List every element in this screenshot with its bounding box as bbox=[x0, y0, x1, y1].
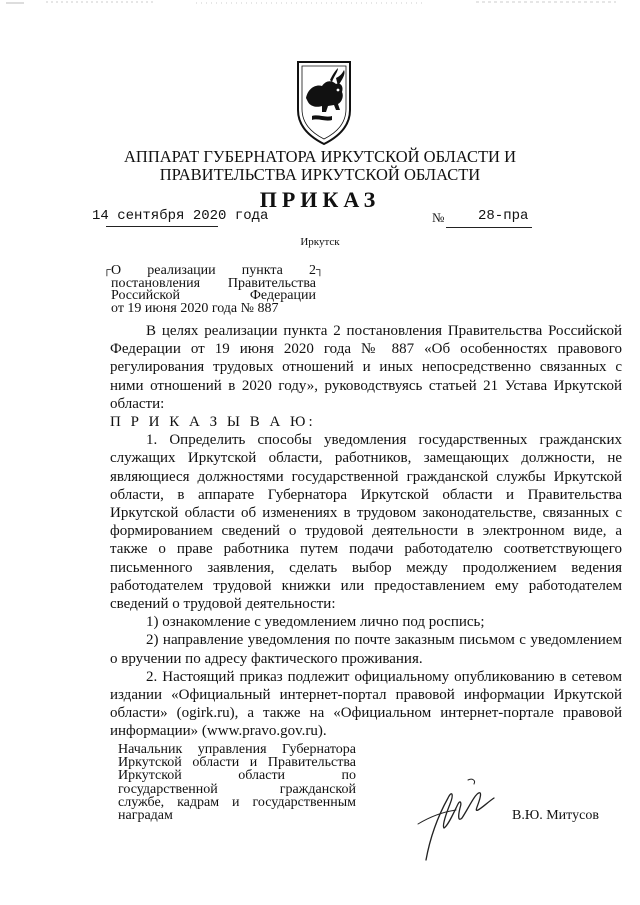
signer-position-line3: Иркутской области по bbox=[118, 768, 356, 784]
scan-top-marks bbox=[6, 0, 626, 8]
intro-paragraph: В целях реализации пункта 2 постановления Правительства Российской Федерации от 19 июня 2020 года № 887 «Об особенностях правового регулирования трудовых отношений и иных непосредственно связанных с ними отношений в 2020 году», руководствуясь статьей 21 Устава Иркутской области: bbox=[110, 323, 622, 412]
subject-left-bracket: ┌ bbox=[103, 264, 111, 276]
signer-position-line2: Иркутской области и Правительства bbox=[118, 755, 356, 771]
subject-line2: постановления Правительства bbox=[111, 275, 316, 291]
document-type-title: ПРИКАЗ bbox=[259, 187, 381, 212]
item-1-1-paragraph: 1) ознакомление с уведомлением лично под роспись; bbox=[146, 614, 485, 631]
signer-position bbox=[118, 743, 356, 822]
subject-right-bracket: ┐ bbox=[316, 264, 324, 276]
subject-line4: от 19 июня 2020 года № 887 bbox=[111, 300, 279, 316]
irkutsk-coat-of-arms-icon bbox=[292, 58, 356, 146]
organization-title-line1: АППАРАТ ГУБЕРНАТОРА ИРКУТСКОЙ ОБЛАСТИ И bbox=[123, 147, 516, 166]
number-underline bbox=[446, 227, 532, 228]
item-2-paragraph: 2. Настоящий приказ подлежит официальному опубликованию в сетевом издании «Официальный интернет-портал правовой информации Иркутской области» (ogirk.ru), а также на «Официальном интернет-портале правовой информации» (www.pravo.gov.ru). bbox=[110, 668, 622, 740]
item-1-paragraph: 1. Определить способы уведомления государственных гражданских служащих Иркутской области, работников, замещающих должности, не являющиеся должностями государственной гражданской службы Иркутской области, в аппарате Губернатора Иркутской области и Правительства Иркутской области об изменениях в трудовом законодательстве, связанных с формированием сведений о трудовой деятельности в электронном виде, а также о праве работника путем подачи работодателю соответствующего письменного заявления, сделать выбор между продолжением ведения работодателем трудовой книжки или предоставлением ему работодателем сведений о трудовой деятельности: bbox=[110, 432, 622, 613]
order-subject bbox=[111, 265, 316, 315]
handwritten-signature-icon bbox=[408, 768, 500, 868]
organization-title bbox=[90, 148, 550, 184]
organization-title-line2: ПРАВИТЕЛЬСТВА ИРКУТСКОЙ ОБЛАСТИ bbox=[159, 165, 481, 184]
order-number: 28-пра bbox=[478, 208, 529, 224]
signer-name: В.Ю. Митусов bbox=[512, 808, 599, 823]
signer-position-line1: Начальник управления Губернатора bbox=[118, 742, 356, 757]
directive-heading: П Р И К А З Ы В А Ю: bbox=[110, 414, 316, 431]
signer-position-line6: наградам bbox=[118, 808, 173, 824]
subject-line1: О реализации пункта 2 bbox=[111, 263, 316, 278]
number-sign: № bbox=[432, 210, 445, 225]
signer-position-line4: государственной гражданской bbox=[118, 781, 356, 797]
date-underline bbox=[106, 226, 218, 227]
item-1-2-paragraph: 2) направление уведомления по почте заказным письмом с уведомлением о вручении по адресу фактического проживания. bbox=[110, 632, 622, 667]
city-name: Иркутск bbox=[300, 236, 340, 248]
subject-line3: Российской Федерации bbox=[111, 288, 316, 303]
signer-position-line5: службе, кадрам и государственным bbox=[118, 794, 356, 810]
order-body bbox=[110, 322, 622, 741]
order-date: 14 сентября 2020 года bbox=[92, 208, 269, 224]
